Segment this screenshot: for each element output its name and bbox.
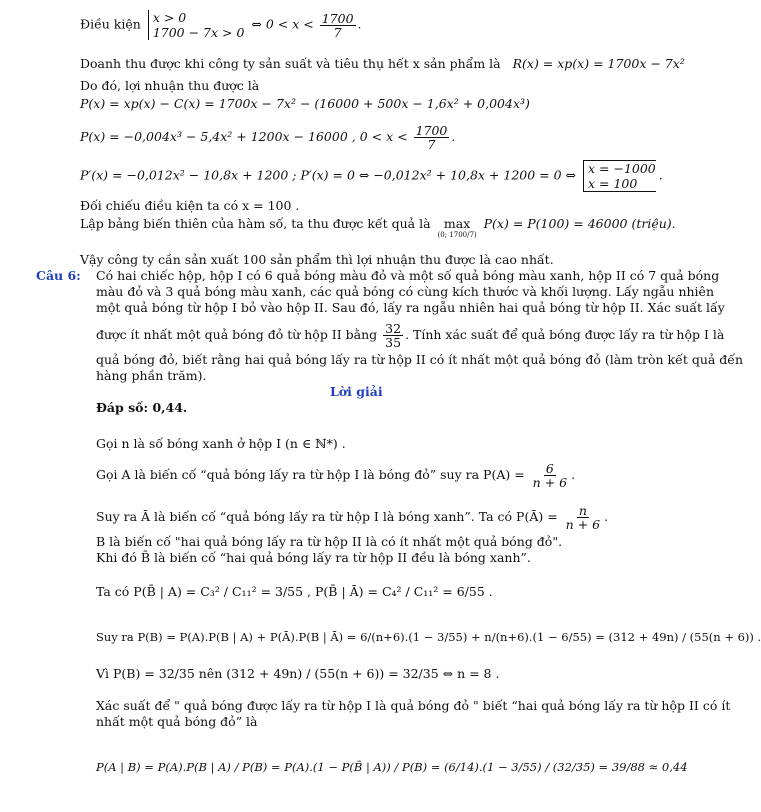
solution-step-2: Gọi A là biến cố “quả bóng lấy ra từ hộp I là bóng đỏ” suy ra P(A) = $\frac{6}{n + 6}$ . [96, 461, 576, 490]
derivative-roots [583, 160, 656, 192]
profit-formula-1: P(x) = xp(x) − C(x) = 1700x − 7x² − (16000 + 500x − 1,6x² + 0,004x³) [80, 96, 530, 111]
question-line-4-text: được ít nhất một quả bóng đỏ từ hộp II bằng [96, 327, 378, 342]
revenue-formula: R(x) = xp(x) = 1700x − 7x² [512, 56, 685, 71]
question-line-3: một quả bóng từ hộp I bỏ vào hộp II. Sau đó, lấy ra ngẫu nhiên hai quả bóng từ hộp II. Xác suất lấy [96, 300, 725, 315]
profit-formula-2: P(x) = −0,004x³ − 5,4x² + 1200x − 16000 , 0 < x < $\frac{1700}{7}$ . [80, 123, 456, 152]
revenue-line [80, 56, 685, 71]
derivative-line: P′(x) = −0,012x² − 10,8x + 1200 ; P′(x) = 0 ⇔ −0,012x² + 10,8x + 1200 = 0 ⇔ x = −1000 x = 100 . [80, 161, 663, 191]
frac-num: 32 [385, 321, 402, 336]
solution-step-11: P(A | B) = P(A).P(B | A) / P(B) = P(A).(1 − P(B̄ | A)) / P(B) = (6/14).(1 − 3/55) / (32/35) = 39/88 ≈ 0,44 [96, 760, 688, 774]
solution-step-3: Suy ra Ā là biến cố “quả bóng lấy ra từ hộp I là bóng xanh”. Ta có P(Ā) = $\frac{n}{n + 6}$ . [96, 503, 609, 532]
solution-step-6: Ta có P(B̄ | A) = C₃² / C₁₁² = 3/55 , P(B̄ | Ā) = C₄² / C₁₁² = 6/55 . [96, 584, 493, 599]
solution-step-7: Suy ra P(B) = P(A).P(B | A) + P(Ā).P(B | Ā) = 6/(n+6).(1 − 3/55) + n/(n+6).(1 − 6/55) = (312 + 49n) / (55(n + 6)) . [96, 630, 761, 644]
step-2-fraction [531, 462, 569, 489]
solution-step-1: Gọi n là số bóng xanh ở hộp I (n ∈ ℕ*) . [96, 436, 346, 451]
condition-system [148, 10, 245, 40]
profit-domain-fraction [414, 124, 450, 151]
max-line [80, 216, 676, 239]
question-line-2: màu đỏ và 3 quả bóng màu xanh, các quả bóng có cùng kích thước và khối lượng. Lấy ngẫu nhiên [96, 284, 714, 299]
frac-den: 35 [385, 335, 402, 350]
frac-num: 1700 [321, 10, 354, 26]
solution-step-5: Khi đó B̄ là biến cố “hai quả bóng lấy ra từ hộp II đều là bóng xanh”. [96, 550, 531, 565]
condition-b: 1700 − 7x > 0 [152, 25, 245, 40]
question-line-5: quả bóng đỏ, biết rằng hai quả bóng lấy ra từ hộp II có ít nhất một quả bóng đỏ (làm tròn kết quả đến [96, 352, 744, 367]
condition-check: Đối chiếu điều kiện ta có x = 100 . [80, 198, 300, 213]
profit-formula-2-text: P(x) = −0,004x³ − 5,4x² + 1200x − 16000 , 0 < x < [80, 129, 408, 144]
profit-intro: Do đó, lợi nhuận thu được là [80, 78, 260, 93]
solution-title: Lời giải [330, 384, 383, 399]
question-line-6: hàng phần trăm). [96, 368, 207, 383]
question-line-4 [96, 322, 724, 349]
max-word: max [443, 216, 471, 231]
solution-step-4: B là biến cố "hai quả bóng lấy ra từ hộp II là có ít nhất một quả bóng đỏ". [96, 534, 563, 549]
revenue-text: Doanh thu được khi công ty sản suất và tiêu thụ hết x sản phẩm là [80, 56, 501, 71]
root-b: x = 100 [588, 176, 638, 191]
max-operator [438, 216, 477, 239]
question-line-1: Có hai chiếc hộp, hộp I có 6 quả bóng màu đỏ và một số quả bóng màu xanh, hộp II có 7 quả bóng [96, 268, 720, 283]
root-a: x = −1000 [588, 161, 656, 176]
max-result: P(x) = P(100) = 46000 (triệu). [483, 216, 676, 231]
condition-label: Điều kiện [80, 16, 141, 32]
solution-step-8: Vì P(B) = 32/35 nên (312 + 49n) / (55(n + 6)) = 32/35 ⇔ n = 8 . [96, 666, 500, 681]
step-3-text: Suy ra Ā là biến cố “quả bóng lấy ra từ hộp I là bóng xanh”. Ta có P(Ā) = [96, 509, 558, 524]
question-label: Câu 6: [36, 268, 81, 283]
frac-den: 7 [427, 137, 436, 152]
solution-step-10: nhất một quả bóng đỏ” là [96, 714, 258, 729]
step-3-fraction [564, 504, 602, 531]
solution-step-9: Xác suất để " quả bóng được lấy ra từ hộp I là quả bóng đỏ " biết “hai quả bóng lấy ra từ hộp II có ít [96, 698, 731, 713]
conclusion-line: Vậy công ty cần sản xuất 100 sản phẩm thì lợi nhuận thu được là cao nhất. [80, 252, 554, 267]
frac-num: n [578, 503, 587, 518]
answer-line: Đáp số: 0,44. [96, 400, 188, 415]
probability-fraction [383, 322, 403, 349]
condition-line: Điều kiện x > 0 1700 − 7x > 0 ⇔ 0 < x < $\frac{1700}{7}$ . [80, 10, 362, 40]
derivative-text: P′(x) = −0,012x² − 10,8x + 1200 ; P′(x) = 0 ⇔ −0,012x² + 10,8x + 1200 = 0 ⇔ [80, 167, 577, 183]
frac-den: n + 6 [532, 475, 568, 490]
frac-den: n + 6 [565, 517, 601, 532]
max-text: Lập bảng biến thiên của hàm số, ta thu được kết quả là [80, 216, 431, 231]
frac-den: 7 [333, 24, 342, 40]
condition-fraction [320, 12, 356, 39]
frac-num: 6 [545, 461, 554, 476]
max-domain: (0; 1700/7) [437, 231, 477, 239]
condition-a: x > 0 [152, 10, 187, 25]
condition-result: ⇔ 0 < x < [251, 16, 314, 32]
step-2-text: Gọi A là biến cố “quả bóng lấy ra từ hộp I là bóng đỏ” suy ra P(A) = [96, 467, 525, 482]
question-line-4-end: . Tính xác suất để quả bóng được lấy ra từ hộp I là [405, 327, 725, 342]
frac-num: 1700 [415, 123, 448, 138]
